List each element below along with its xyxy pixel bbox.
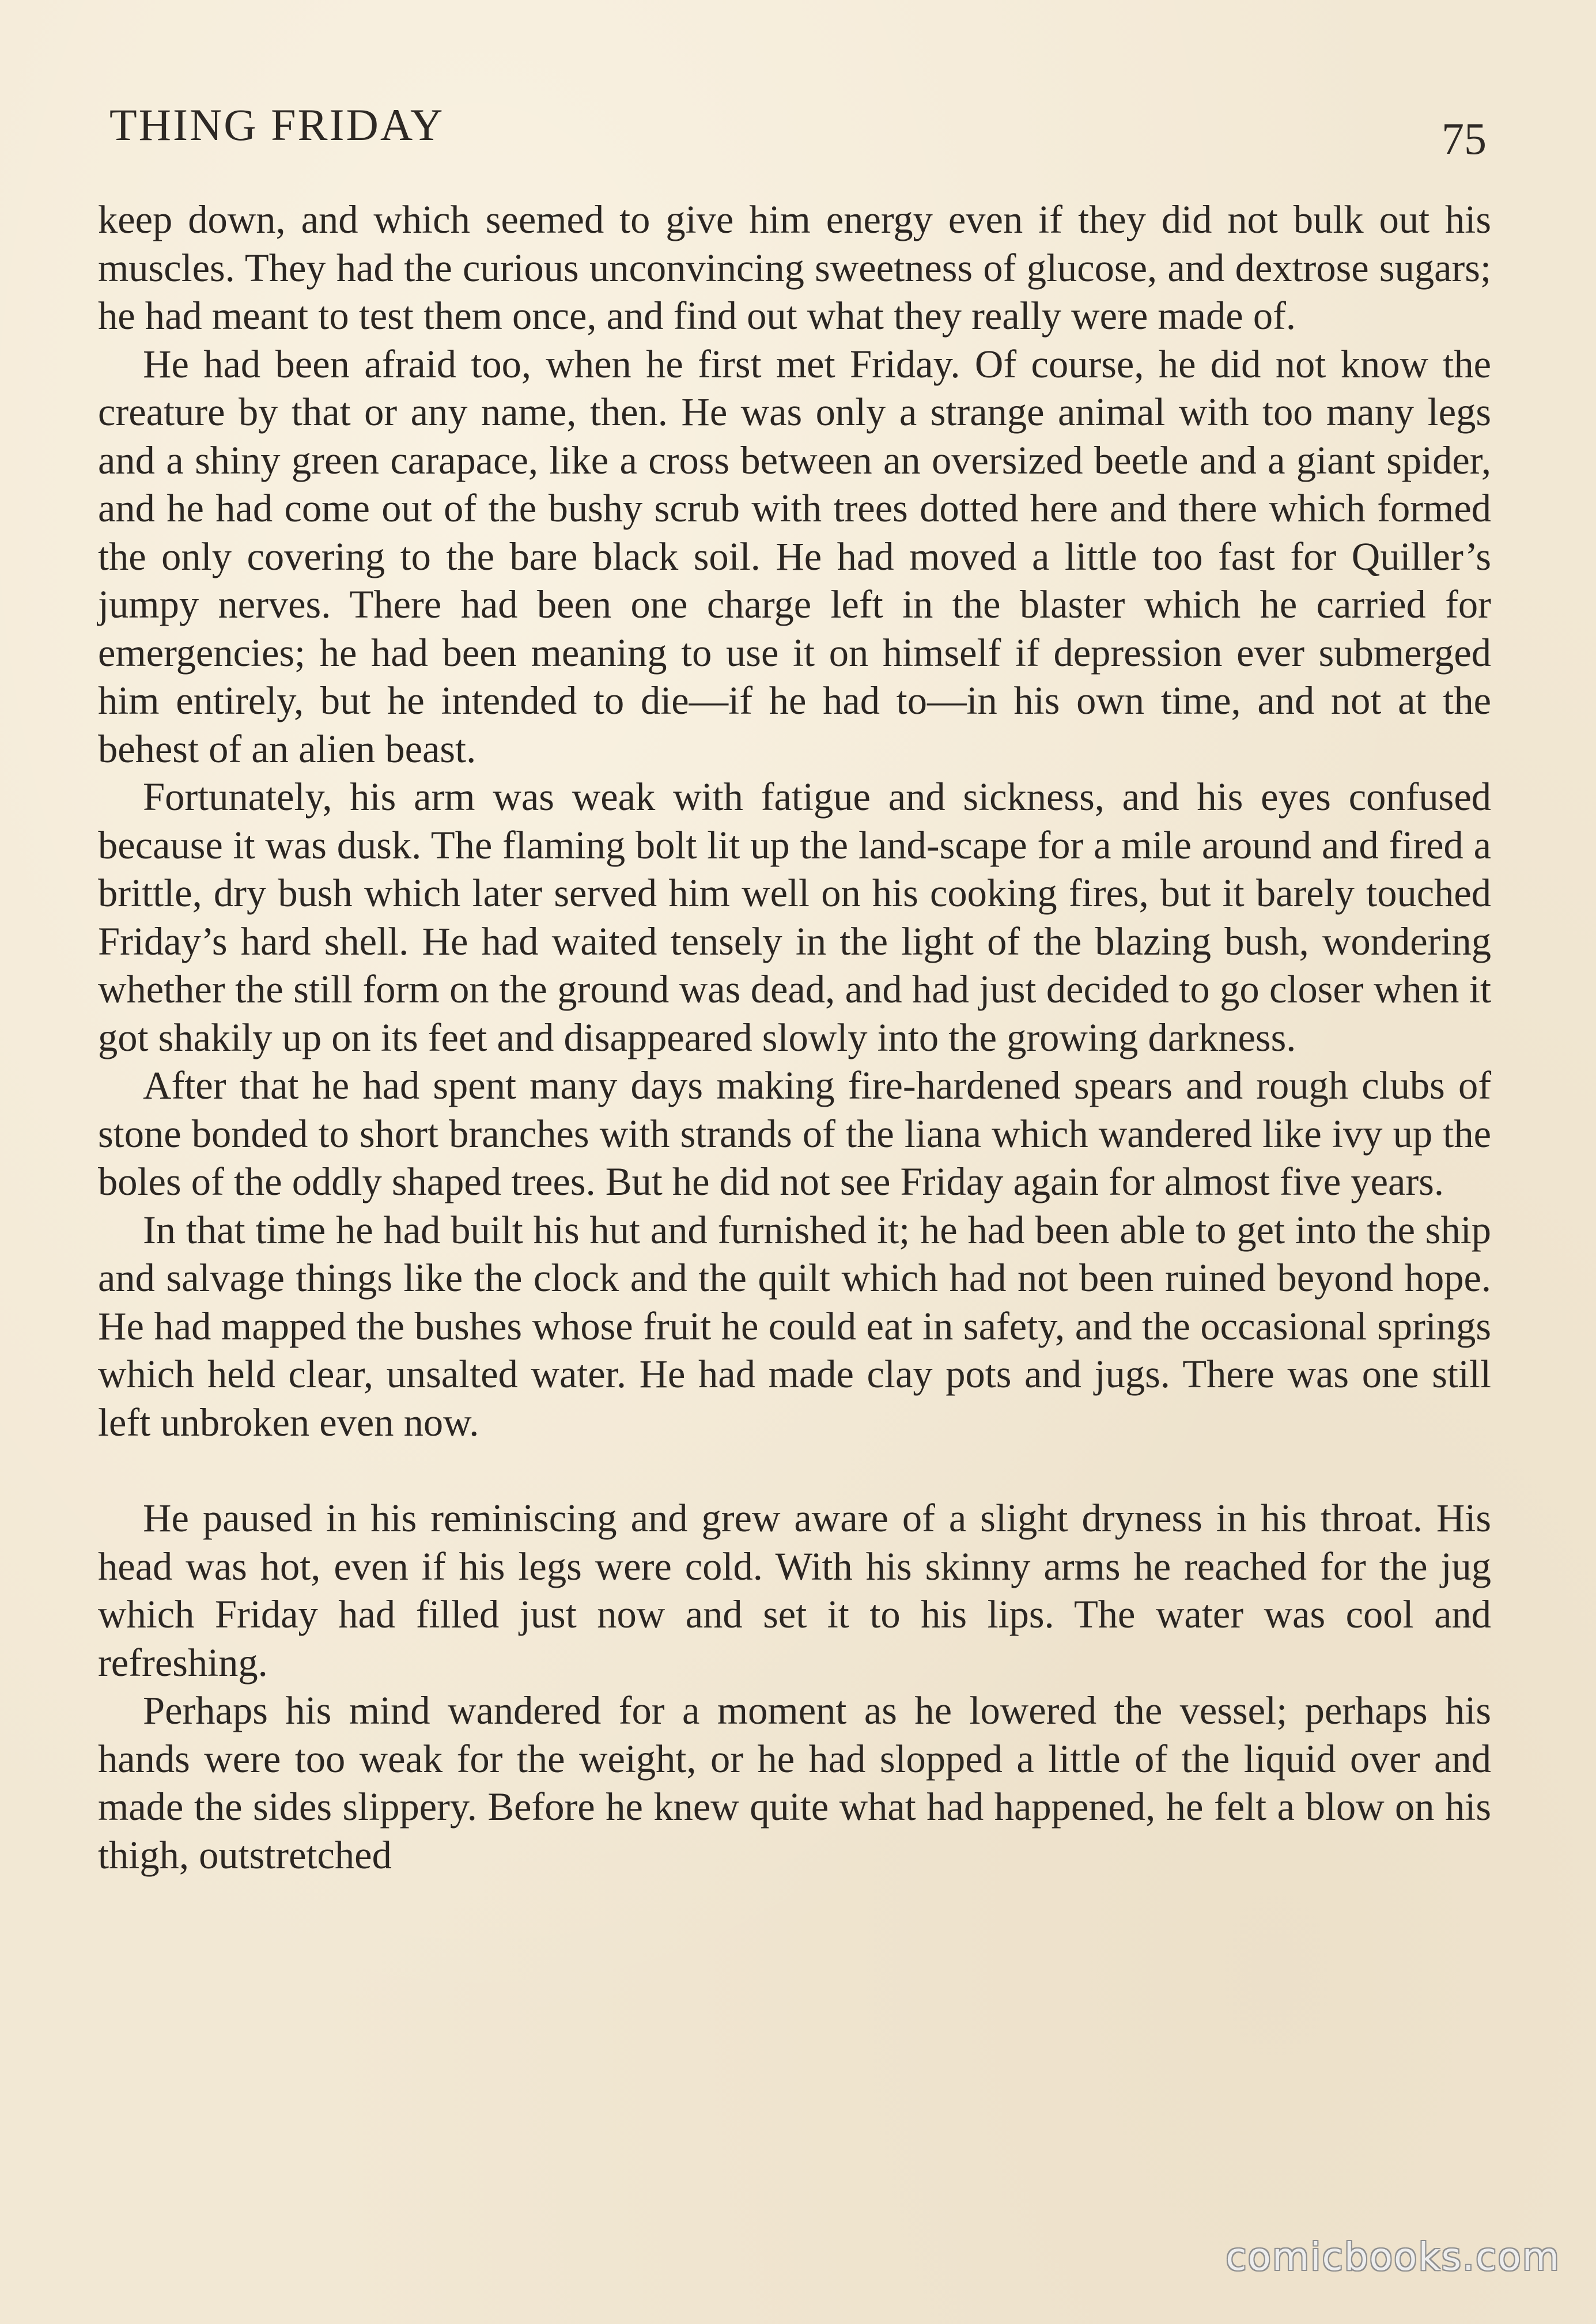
paragraph: He paused in his reminiscing and grew aware of a slight dryness in his throat. His head was hot, even if his legs were cold. With his skinny arms he reached for the jug which Friday had filled just now and set it to his lips. The water was cool and refreshing.	[98, 1496, 1491, 1685]
body-text	[98, 196, 1491, 1879]
paragraph: After that he had spent many days making fire-hardened spears and rough clubs of stone bonded to short branches with strands of the liana which wandered like ivy up the boles of the oddly shaped trees. But he did not see Friday again for almost five years.	[98, 1063, 1491, 1203]
running-head: THING FRIDAY	[109, 100, 445, 150]
page-number: 75	[1442, 113, 1487, 164]
paragraph: keep down, and which seemed to give him energy even if they did not bulk out his muscles. They had the curious unconvincing sweetness of glucose, and dextrose sugars; he had meant to test them once, and find out what they really were made of.	[98, 198, 1491, 338]
paragraph: Fortunately, his arm was weak with fatigue and sickness, and his eyes confused because it was dusk. The flaming bolt lit up the land-scape for a mile around and fired a brittle, dry bush which later served him well on his cooking fires, but it barely touched Friday’s hard shell. He had waited tensely in the light of the blazing bush, wondering whether the still form on the ground was dead, and had just decided to go closer when it got shakily up on its feet and disappeared slowly into the growing darkness.	[98, 775, 1491, 1059]
paragraph: He had been afraid too, when he first met Friday. Of course, he did not know the creature by that or any name, then. He was only a strange animal with too many legs and a shiny green carapace, like a cross between an oversized beetle and a giant spider, and he had come out of the bushy scrub with trees dotted here and there which formed the only covering to the bare black soil. He had moved a little too fast for Quiller’s jumpy nerves. There had been one charge left in the blaster which he carried for emergencies; he had been meaning to use it on himself if depression ever submerged him entirely, but he intended to die—if he had to—in his own time, and not at the behest of an alien beast.	[98, 342, 1491, 771]
site-watermark: comicbooks.com	[1226, 2235, 1560, 2279]
section-break	[98, 1447, 1491, 1494]
paragraph: Perhaps his mind wandered for a moment as he lowered the vessel; perhaps his hands were too weak for the weight, or he had slopped a little of the liquid over and made the sides slippery. Before he knew quite what had happened, he felt a blow on his thigh, outstretched	[98, 1689, 1491, 1877]
paragraph: In that time he had built his hut and furnished it; he had been able to get into the ship and salvage things like the clock and the quilt which had not been ruined beyond hope. He had mapped the bushes whose fruit he could eat in safety, and the occasional springs which held clear, unsalted water. He had made clay pots and jugs. There was one still left unbroken even now.	[98, 1208, 1491, 1444]
